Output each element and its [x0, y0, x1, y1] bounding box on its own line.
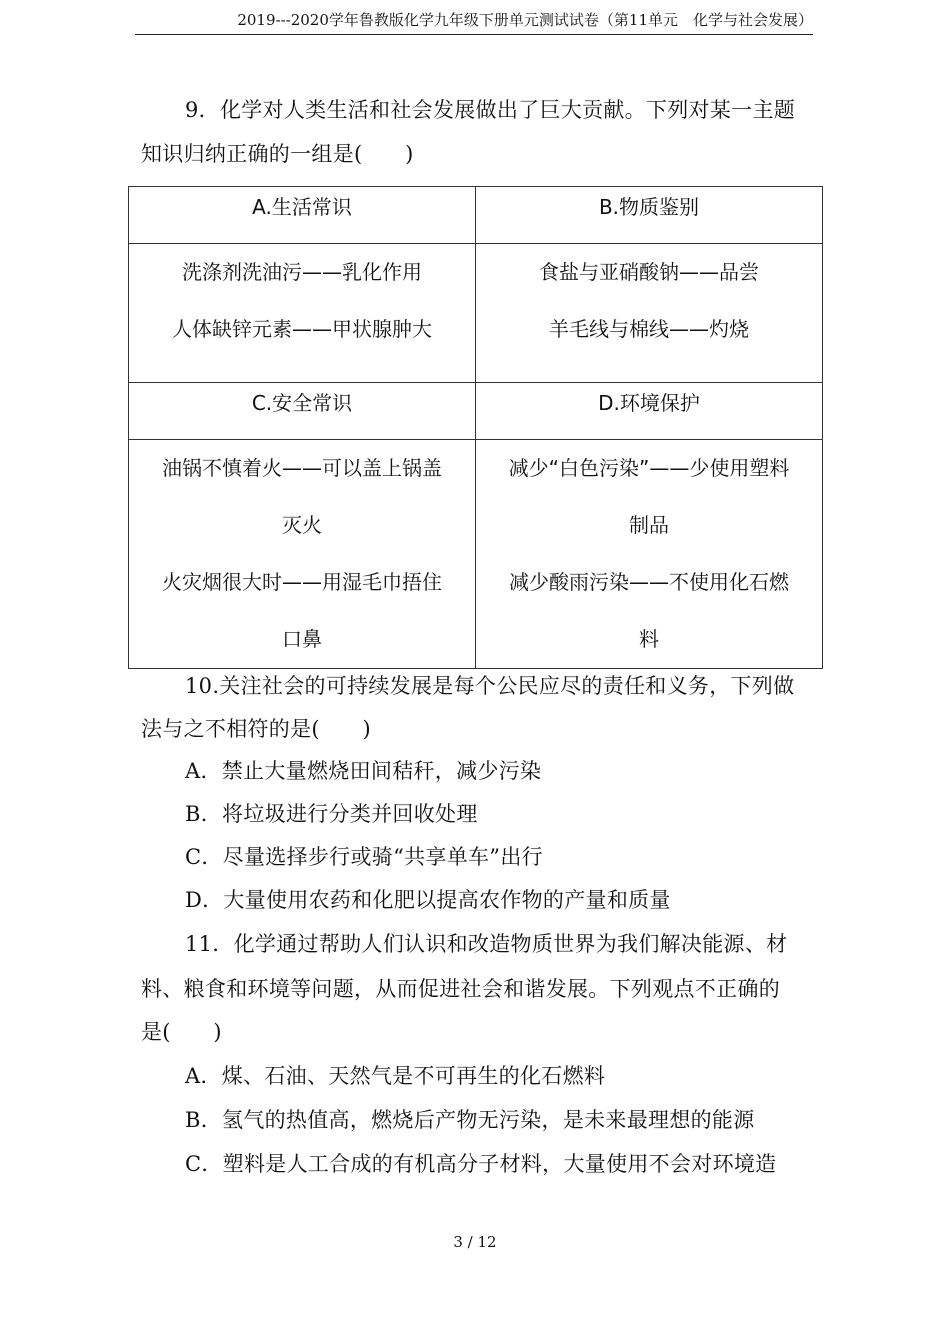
- option-a-heading: A.生活常识: [252, 195, 352, 219]
- option-a-body-cell: [129, 244, 476, 383]
- option-a-item: 洗涤剂洗油污——乳化作用: [182, 260, 422, 284]
- option-b-item: 食盐与亚硝酸钠——品尝: [539, 260, 759, 284]
- q10-stem-line1: 10.关注社会的可持续发展是每个公民应尽的责任和义务，下列做: [185, 674, 795, 698]
- page-header: 2019---2020学年鲁教版化学九年级下册单元测试试卷（第11单元 化学与社会发展）: [135, 8, 813, 35]
- option-a-header-cell: [129, 187, 476, 244]
- q10-stem-line2: 法与之不相符的是( ): [141, 717, 371, 741]
- page-number: 3 / 12: [453, 1233, 497, 1251]
- option-b-header-cell: [476, 187, 823, 244]
- q10-option-a: A．禁止大量燃烧田间秸秆，减少污染: [185, 759, 542, 783]
- option-d-item: 减少酸雨污染——不使用化石燃: [509, 570, 789, 594]
- option-c-header-cell: [129, 383, 476, 440]
- option-c-body-cell: [129, 440, 476, 669]
- q9-options-table: [128, 186, 823, 669]
- option-a-item: 人体缺锌元素——甲状腺肿大: [172, 317, 432, 341]
- q11-stem-line2: 料、粮食和环境等问题，从而促进社会和谐发展。下列观点不正确的: [141, 977, 780, 1001]
- option-d-item: 制品: [629, 513, 669, 537]
- q9-stem-line1: 9．化学对人类生活和社会发展做出了巨大贡献。下列对某一主题: [185, 98, 796, 122]
- option-b-heading: B.物质鉴别: [598, 195, 700, 219]
- option-c-item: 灭火: [282, 513, 322, 537]
- option-c-heading: C.安全常识: [251, 391, 353, 415]
- q11-stem-line3: 是( ): [141, 1020, 222, 1044]
- option-d-heading: D.环境保护: [598, 391, 700, 415]
- option-c-item: 口鼻: [282, 627, 322, 651]
- q11-option-c: C．塑料是人工合成的有机高分子材料，大量使用不会对环境造: [185, 1152, 777, 1176]
- option-b-item: 羊毛线与棉线——灼烧: [549, 317, 749, 341]
- option-b-body-cell: [476, 244, 823, 383]
- option-c-item: 火灾烟很大时——用湿毛巾捂住: [162, 570, 442, 594]
- q9-stem-line2: 知识归纳正确的一组是( ): [141, 142, 414, 166]
- option-d-body-cell: [476, 440, 823, 669]
- q10-option-b: B．将垃圾进行分类并回收处理: [185, 802, 478, 826]
- option-d-item: 料: [639, 627, 659, 651]
- option-d-item: 减少“白色污染”——少使用塑料: [508, 456, 790, 480]
- q11-option-b: B．氢气的热值高，燃烧后产物无污染，是未来最理想的能源: [185, 1108, 755, 1132]
- q11-option-a: A．煤、石油、天然气是不可再生的化石燃料: [185, 1064, 606, 1088]
- q10-option-d: D．大量使用农药和化肥以提高农作物的产量和质量: [185, 888, 671, 912]
- q11-stem-line1: 11．化学通过帮助人们认识和改造物质世界为我们解决能源、材: [185, 932, 788, 956]
- option-c-item: 油锅不慎着火——可以盖上锅盖: [162, 456, 442, 480]
- option-d-header-cell: [476, 383, 823, 440]
- q10-option-c: C．尽量选择步行或骑“共享单车”出行: [185, 845, 543, 869]
